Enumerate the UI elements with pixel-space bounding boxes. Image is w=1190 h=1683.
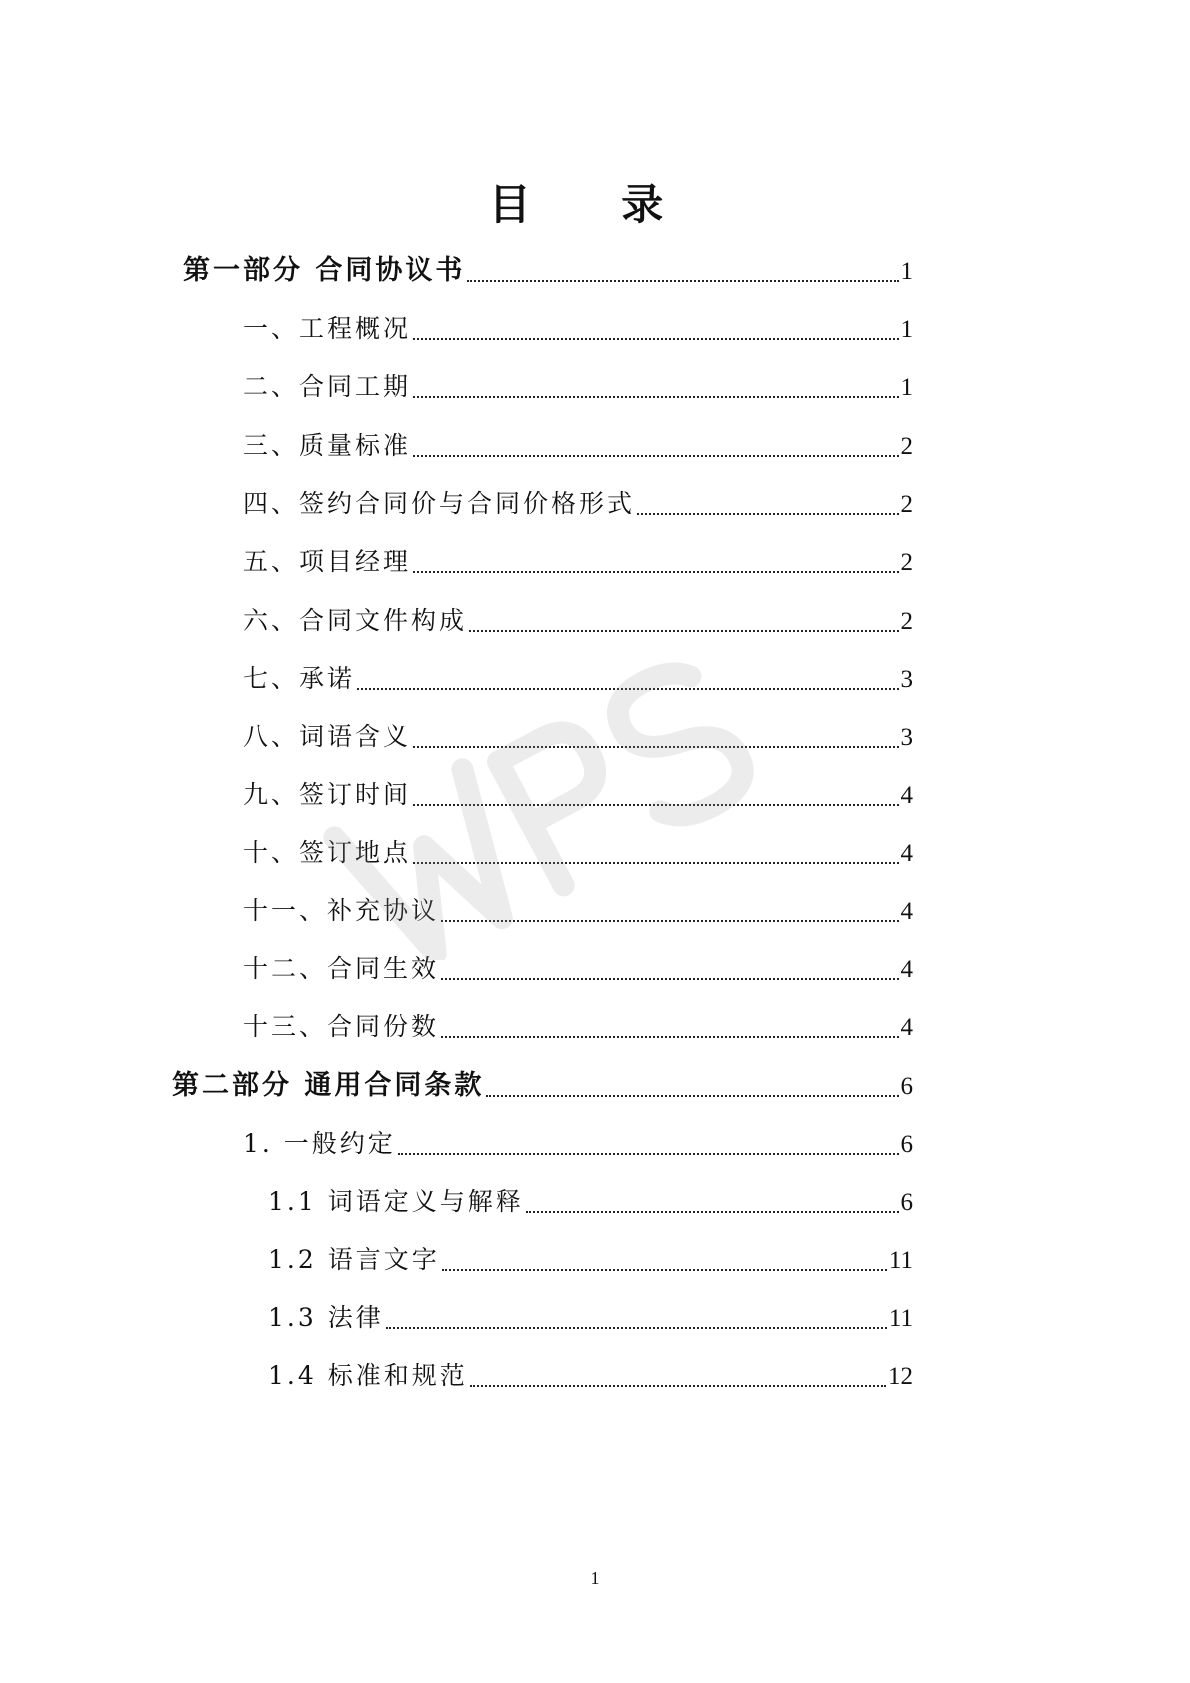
toc-leader-dots [357,688,898,690]
toc-entry-page: 3 [900,724,913,751]
toc-entry[interactable] [243,604,913,638]
toc-entry[interactable] [243,952,913,986]
toc-entry-label: 十三、合同份数 [243,1012,440,1041]
toc-entry-label: 五、项目经理 [243,547,412,576]
toc-entry[interactable] [243,1127,913,1161]
toc-entry-page: 1 [900,258,913,285]
toc-leader-dots [413,571,898,573]
toc-entry-label: 六、合同文件构成 [243,606,468,635]
toc-entry-label: 八、词语含义 [243,722,412,751]
toc-entry[interactable] [243,894,913,928]
toc-leader-dots [526,1211,899,1213]
toc-leader-dots [637,513,898,515]
toc-entry-page: 2 [900,608,913,635]
toc-leader-dots [469,630,898,632]
toc-entry-page: 2 [900,433,913,460]
toc-entry-label: 1.3 法律 [268,1303,384,1332]
toc-entry[interactable] [268,1301,913,1335]
toc-entry-page: 6 [900,1131,913,1158]
toc-entry-page: 4 [900,898,913,925]
page-title: 目 录 [488,180,702,229]
toc-entry-page: 4 [900,840,913,867]
toc-entry-label: 九、签订时间 [243,780,412,809]
toc-entry-page: 1 [900,374,913,401]
toc-entry-label: 十二、合同生效 [243,954,440,983]
toc-leader-dots [413,746,898,748]
toc-entry[interactable] [243,720,913,754]
toc-leader-dots [486,1095,898,1097]
toc-leader-dots [413,804,898,806]
toc-entry-page: 2 [900,549,913,576]
toc-entry-page: 12 [888,1363,913,1390]
toc-entry-label: 1.2 语言文字 [268,1245,440,1274]
toc-leader-dots [441,978,898,980]
toc-entry-page: 4 [900,956,913,983]
toc-entry-label: 十、签订地点 [243,838,412,867]
toc-leader-dots [413,338,898,340]
toc-leader-dots [441,1036,898,1038]
toc-entry[interactable] [183,254,913,288]
toc-leader-dots [413,862,898,864]
toc-entry-label: 七、承诺 [243,664,356,693]
toc-entry-label: 二、合同工期 [243,372,412,401]
toc-entry[interactable] [268,1243,913,1277]
toc-entry-label: 1.1 词语定义与解释 [268,1187,524,1216]
page-number: 1 [590,1568,600,1588]
toc-entry-page: 11 [888,1305,913,1332]
toc-entry-page: 4 [900,782,913,809]
toc-leader-dots [398,1153,899,1155]
toc-leader-dots [413,396,898,398]
toc-entry[interactable] [243,312,913,346]
toc-entry[interactable] [243,836,913,870]
toc-entry[interactable] [268,1359,913,1393]
toc-entry-label: 1.4 标准和规范 [268,1361,468,1390]
toc-entry[interactable] [243,1010,913,1044]
toc-entry-label: 一、工程概况 [243,314,412,343]
toc-entry-label: 第二部分 通用合同条款 [172,1070,485,1101]
toc-leader-dots [467,280,898,282]
toc-leader-dots [470,1385,886,1387]
toc-entry-label: 1. 一般约定 [243,1129,396,1158]
toc-leader-dots [442,1269,887,1271]
toc-entry[interactable] [243,778,913,812]
toc-entry[interactable] [243,429,913,463]
toc-entry-page: 6 [900,1073,913,1100]
toc-entry[interactable] [243,662,913,696]
toc-entry-label: 三、质量标准 [243,431,412,460]
toc-entry-label: 十一、补充协议 [243,896,440,925]
toc-entry[interactable] [243,487,913,521]
toc-leader-dots [441,920,898,922]
toc-leader-dots [413,455,898,457]
toc-entry[interactable] [268,1185,913,1219]
toc-entry-label: 第一部分 合同协议书 [183,255,466,286]
toc-entry-page: 2 [900,491,913,518]
toc-entry-page: 3 [900,666,913,693]
toc-entry-page: 6 [900,1189,913,1216]
toc-entry-page: 11 [888,1247,913,1274]
toc-entry-page: 1 [900,316,913,343]
toc-leader-dots [386,1327,887,1329]
toc-entry-page: 4 [900,1014,913,1041]
toc-entry[interactable] [243,545,913,579]
toc-entry[interactable] [243,370,913,404]
toc-entry-label: 四、签约合同价与合同价格形式 [243,489,636,518]
toc-entry[interactable] [172,1069,913,1103]
